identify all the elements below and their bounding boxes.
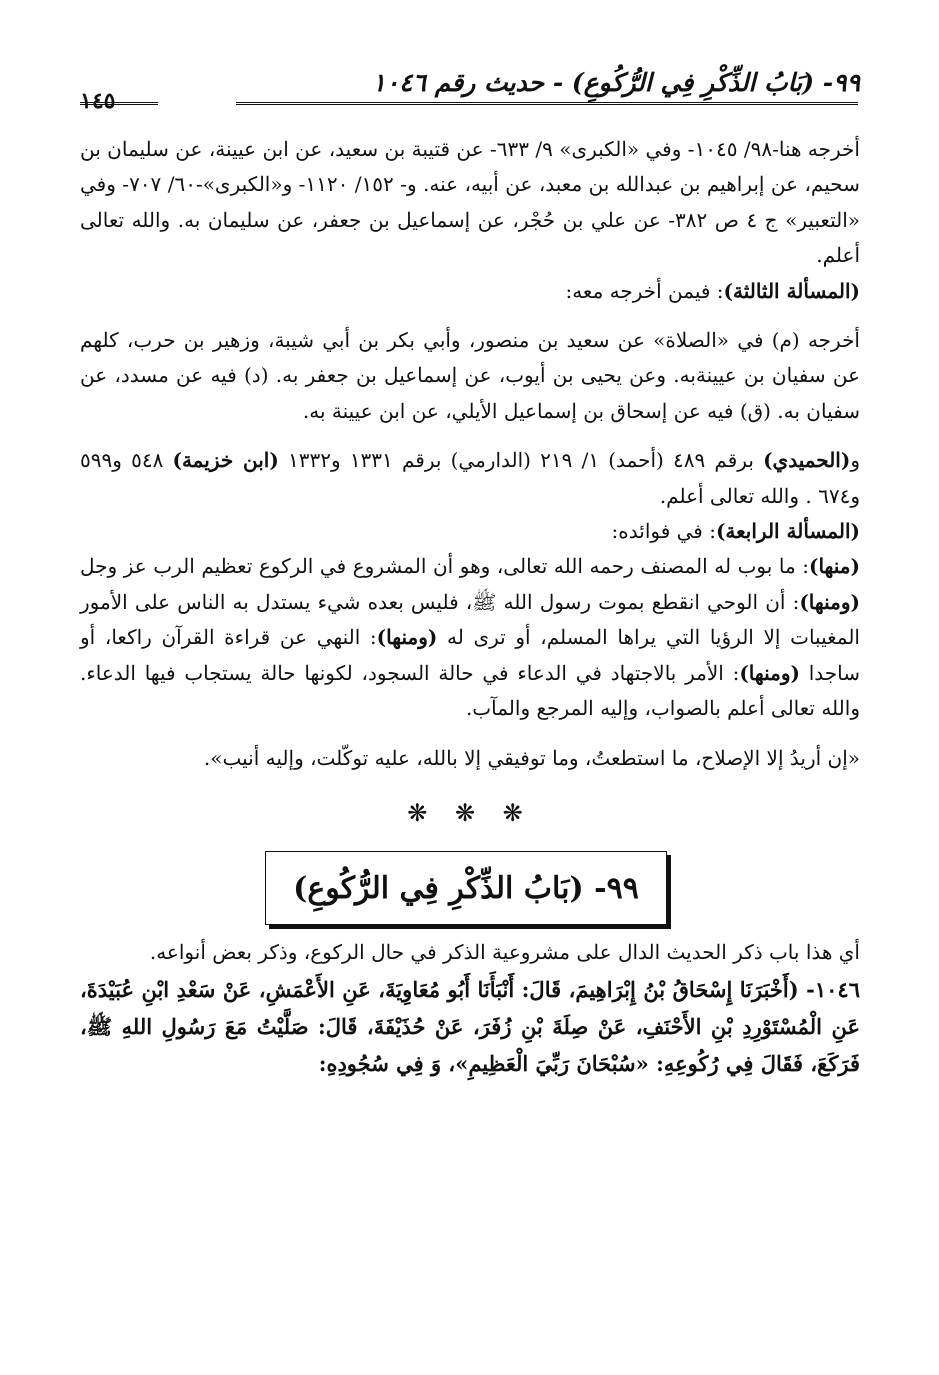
paragraph-text: ٥٤٨ و٥٩٩ و٦٧٤ . والله تعالى أعلم. [80,448,860,508]
paragraph-text: : في فوائده: [611,519,716,544]
paragraph-sources: أخرجه (م) في «الصلاة» عن سعيد بن منصور، وأبي بكر بن أبي شيبة، وزهير بن حرب، كلهم عن سفيان بن عيينةبه. وعن يحيى بن أيوب، عن إسماعيل بن جعفر به. (د) فيه عن مسدد، عن سفيان به. (ق) فيه عن إسحاق بن إسماعيل الأيلي، عن ابن عيينة به. [80,328,860,423]
reference-label: (الحميدي) [763,448,851,473]
paragraph-references [80,443,860,514]
chapter-intro: أي هذا باب ذكر الحديث الدال على مشروعية الذكر في حال الركوع، وذكر بعض أنواعه. [149,940,860,965]
header-rule-left [80,102,158,108]
paragraph-text: و [850,448,861,473]
paragraph-gap [80,727,860,741]
page-number: ١٤٥ [80,88,116,114]
paragraph-gap [80,309,860,323]
page-body [80,132,860,1082]
chapter-title: ٩٩- (بَابُ الذِّكْرِ فِي الرُّكُوعِ) [265,851,667,925]
paragraph-text: برقم ٤٨٩ (أحمد) ١/ ٢١٩ (الدارمي) برقم ١٣٣١ و١٣٣٢ [278,448,764,473]
paragraph-text: : أن الوحي انقطع بموت رسول الله ﷺ، فليس بعده شيء يستدل به الناس على الأمور المغيبات إلا الرؤيا التي يراها المسلم، أو ترى له [80,589,860,650]
chapter-title-frame [265,851,675,935]
paragraph-text: : الأمر بالاجتهاد في الدعاء في حالة السجود، لكونها حالة يستجاب فيها الدعاء. والله تعالى أعلم بالصواب، وإليه المرجع والمآب. [80,660,860,721]
paragraph-takhrij: أخرجه هنا-٩٨/ ١٠٤٥- وفي «الكبرى» ٩/ ٦٣٣- عن قتيبة بن سعيد، عن ابن عيينة، عن سليمان بن سحيم، عن إبراهيم بن عبدالله بن معبد، عن أبيه، عنه. و- ١٥٢/ ١١٢٠- و«الكبرى»-٦٠/ ٧٠٧- وفي «التعبير» ج ٤ ص ٣٨٢- عن علي بن حُجْر، عن إسماعيل بن جعفر، عن سليمان به. والله تعالى أعلم. [80,137,860,268]
section-label: (المسألة الرابعة) [715,519,860,544]
paragraph-masala-3 [80,274,860,309]
page-header [80,68,860,98]
benefit-label: (ومنها) [739,660,800,685]
paragraph-masala-4 [80,514,860,549]
reference-label: (ابن خزيمة) [172,448,279,473]
hadith-text: ١٠٤٦- (أَخْبَرَنَا إِسْحَاقُ بْنُ إِبْرَاهِيمَ، قَالَ: أَنْبَأَنَا أَبُو مُعَاوِيَةَ، عَنِ الأَعْمَشِ، عَنْ سَعْدِ ابْنِ عُبَيْدَةَ، عَنِ الْمُسْتَوْرِدِ بْنِ الأَحْنَفِ، عَنْ صِلَةَ بْنِ زُفَرَ، عَنْ حُذَيْفَةَ، قَالَ: صَلَّيْتُ مَعَ رَسُولِ اللهِ ﷺ، فَرَكَعَ، فَقَالَ فِي رُكُوعِهِ: «سُبْحَانَ رَبِّيَ الْعَظِيمِ»، وَ فِي سُجُودِهِ: [80,976,860,1076]
paragraph-gap [80,429,860,443]
section-divider-stars: ❋ ❋ ❋ [407,798,533,827]
paragraph-text: : النهي عن قراءة القرآن راكعا، أو ساجدا [80,625,860,685]
paragraph-text: : ما بوب له المصنف رحمه الله تعالى، وهو أن المشروع في الركوع تعظيم الرب عز وجل [80,554,809,579]
section-label: (المسألة الثالثة) [723,278,860,303]
benefit-label: (منها) [809,554,860,579]
benefit-label: (ومنها) [376,625,438,650]
paragraph-benefits [80,549,860,726]
paragraph-closing-quote: «إن أريدُ إلا الإصلاح، ما استطعتُ، وما توفيقي إلا بالله، عليه توكّلت، وإليه أنيب». [203,745,860,770]
running-title: ٩٩- (بَابُ الذِّكْرِ فِي الرُّكُوعِ) - حديث رقم ١٠٤٦ [372,68,860,97]
header-rule-right [236,102,858,108]
benefit-label: (ومنها) [799,589,860,614]
paragraph-text: : فيمن أخرجه معه: [565,278,724,303]
